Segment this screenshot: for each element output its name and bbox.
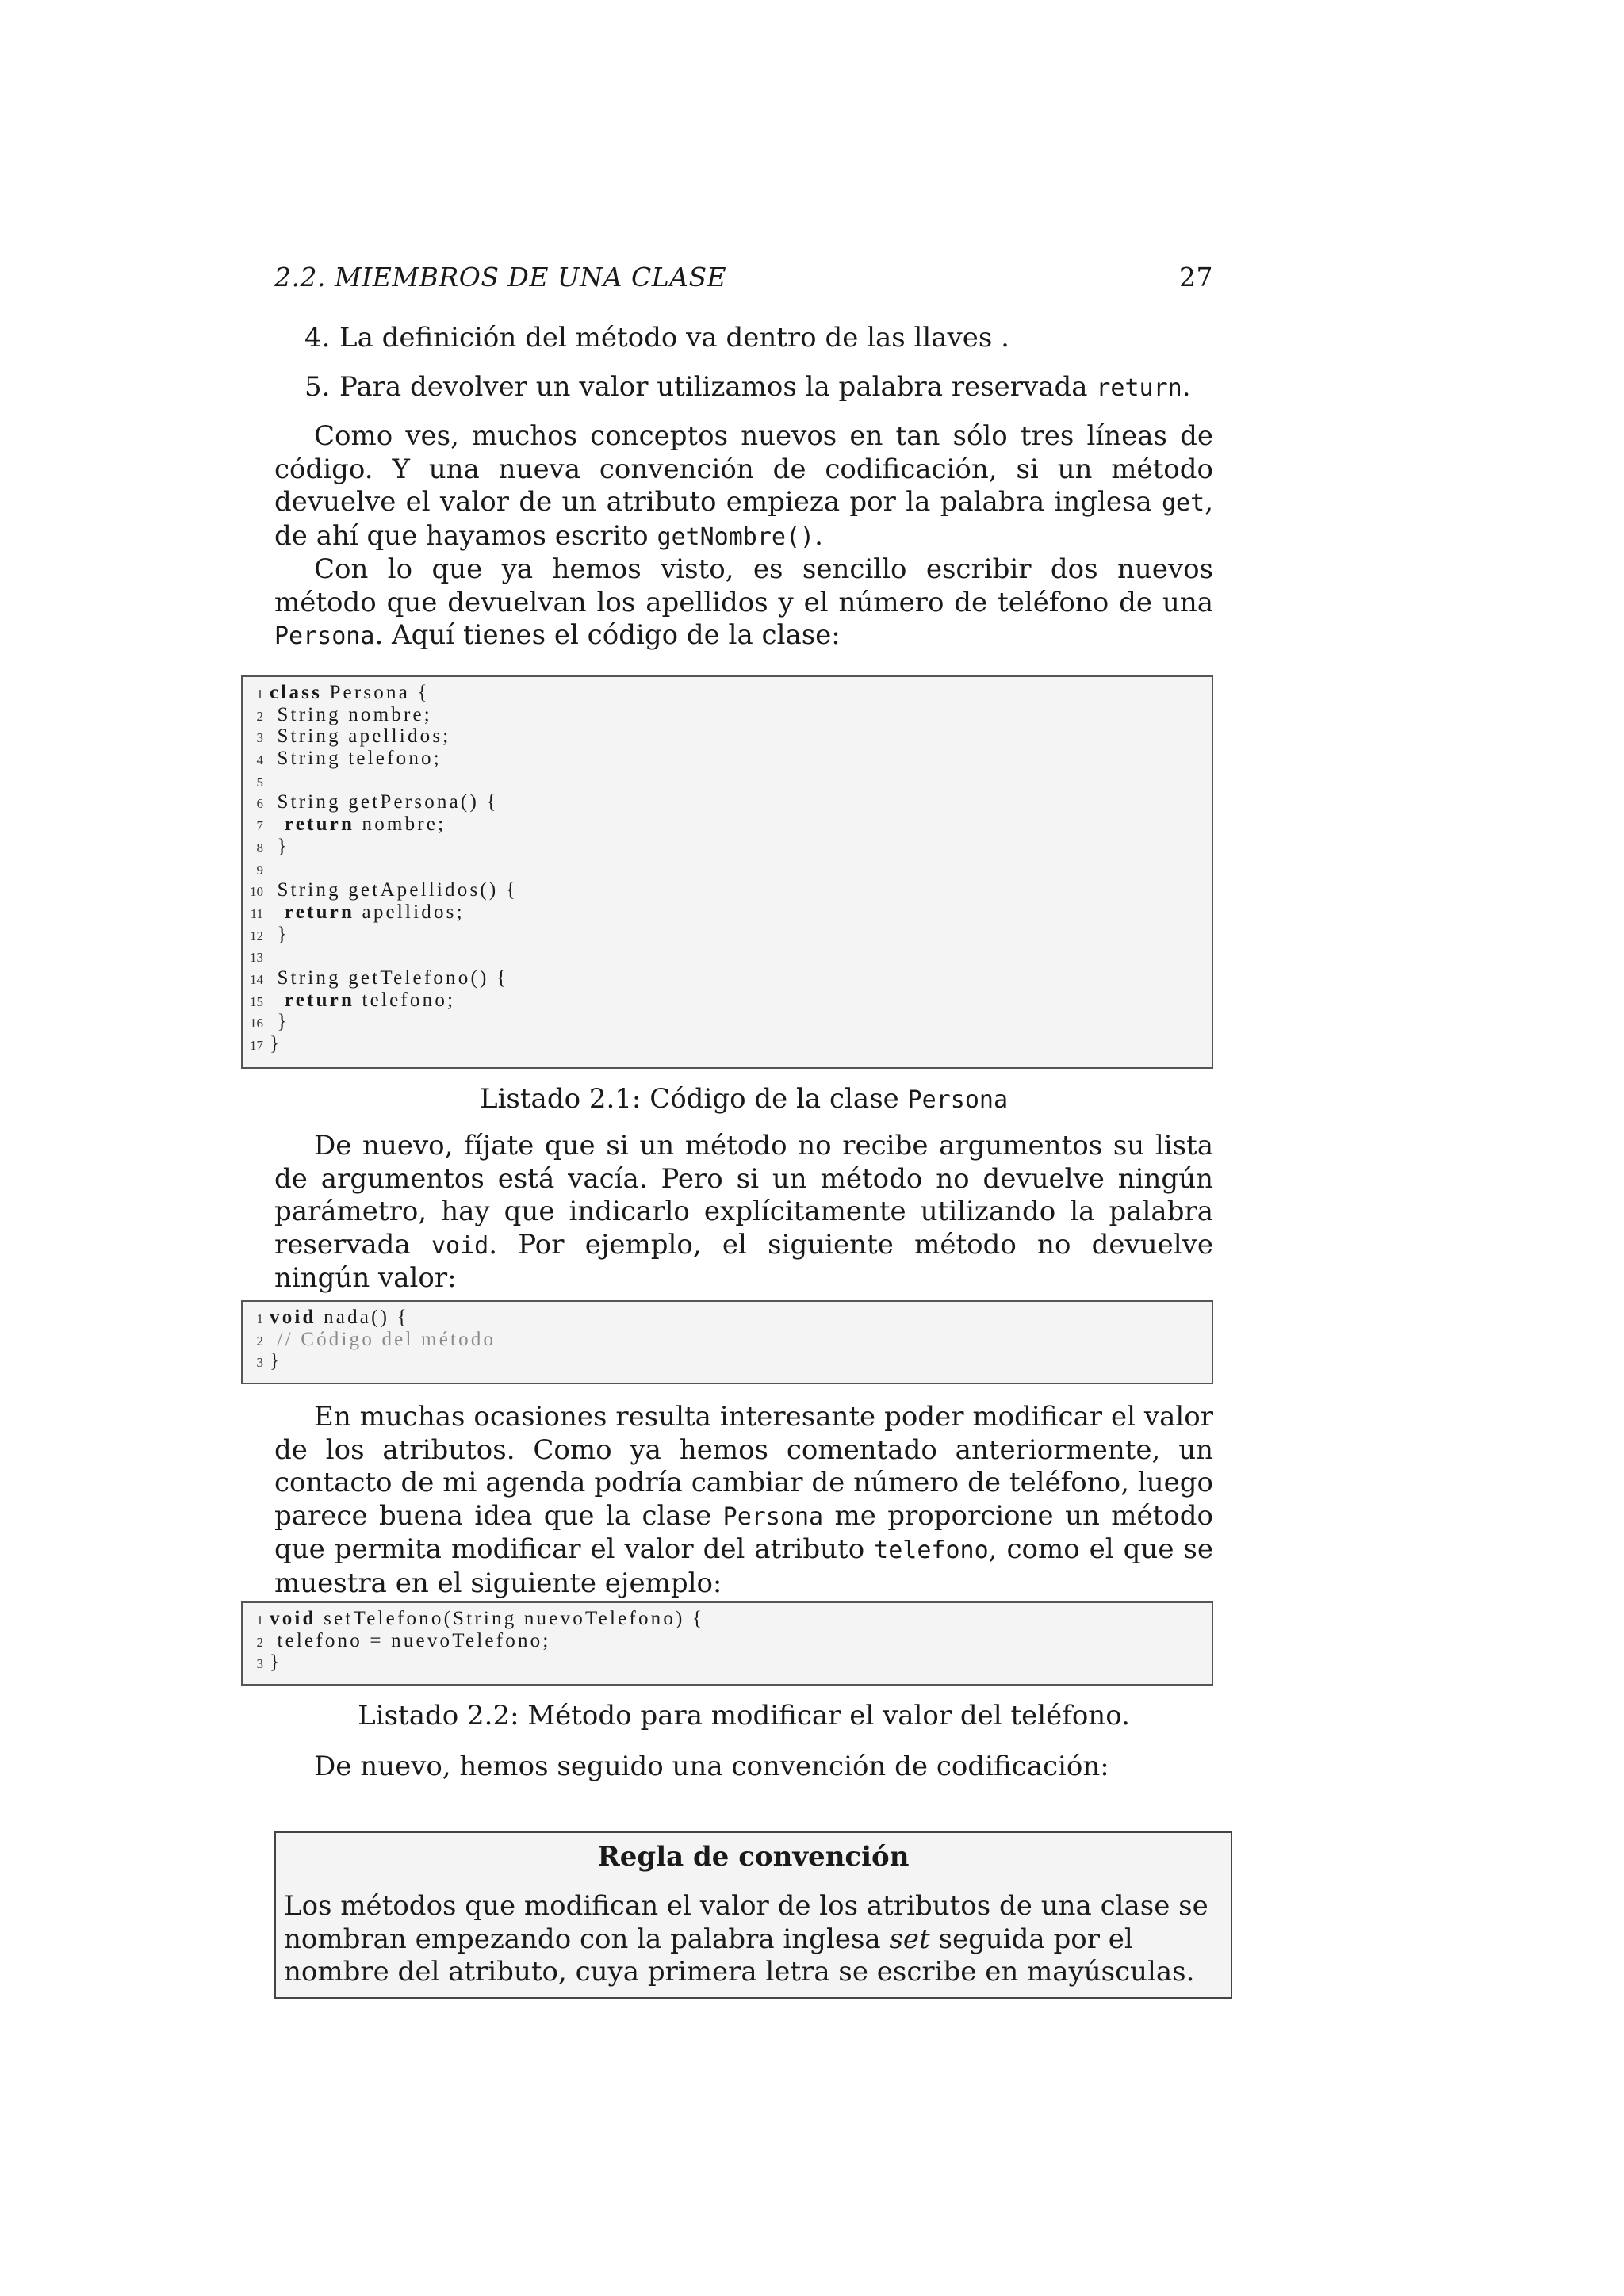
code-keyword: return (270, 989, 355, 1011)
code-line (243, 704, 1212, 726)
paragraph-text: . (814, 519, 823, 552)
code-line (243, 1630, 1212, 1652)
line-number: 16 (250, 1016, 263, 1031)
code-line (243, 1307, 1212, 1329)
code-text: } (270, 1011, 289, 1033)
paragraph-text: , de ahí que hayamos escrito (274, 486, 1213, 552)
code-line (243, 1350, 1212, 1372)
paragraph (274, 1130, 1213, 1295)
code-text: String telefono; (270, 748, 442, 770)
code-text: Persona { (322, 682, 430, 703)
code-line (243, 836, 1212, 858)
rule-text: Los métodos que modifican el valor de los atributos de una clase se nombran empezando con la palabra inglesa (284, 1890, 1208, 1955)
code-line (243, 1011, 1212, 1033)
code-line (243, 682, 1212, 704)
code-line (243, 791, 1212, 813)
paragraph (274, 553, 1213, 653)
paragraph-text: . Por ejemplo, el siguiente método no devuelve ningún valor: (274, 1228, 1213, 1294)
paragraph-text: Con lo que ya hemos visto, es sencillo escribir dos nuevos método que devuelvan los apellidos y el número de teléfono de una (274, 553, 1213, 618)
list-text: . (1182, 370, 1191, 403)
list-number: 5. (304, 370, 331, 403)
rule-emphasis: set (889, 1923, 930, 1955)
code-line (243, 1608, 1212, 1630)
line-number: 11 (250, 905, 263, 921)
line-number: 12 (250, 928, 263, 943)
code-text: String getTelefono() { (270, 966, 509, 989)
line-number: 17 (250, 1038, 263, 1053)
code-text: } (270, 1350, 282, 1372)
paragraph-text: . Aquí tienes el código de la clase: (374, 619, 841, 651)
inline-code: return (1096, 373, 1182, 402)
inline-code: telefono (874, 1536, 989, 1564)
code-line (243, 1329, 1212, 1351)
line-number: 7 (256, 818, 263, 834)
code-line (243, 770, 1212, 792)
code-line (243, 748, 1212, 770)
code-keyword: return (270, 813, 355, 836)
code-text: telefono = nuevoTelefono; (270, 1629, 551, 1651)
code-line (243, 858, 1212, 880)
code-line (243, 879, 1212, 901)
running-header (274, 262, 1213, 306)
paragraph-text: me proporcione un método que permita modificar el valor del atributo (274, 1499, 1213, 1565)
code-text: } (270, 835, 289, 857)
code-text: telefono; (354, 989, 456, 1011)
paragraph (274, 420, 1213, 553)
code-keyword: class (270, 682, 322, 703)
code-text: nombre; (354, 813, 446, 836)
line-number: 10 (250, 884, 263, 900)
line-number: 3 (256, 730, 263, 746)
code-line (243, 945, 1212, 967)
line-number: 8 (256, 840, 263, 855)
inline-code: get (1162, 489, 1205, 517)
line-number: 4 (256, 752, 263, 768)
rule-title: Regla de convención (597, 1841, 910, 1873)
listing-caption: Listado 2.2: Método para modificar el valor del teléfono. (358, 1700, 1130, 1732)
line-number: 15 (250, 993, 263, 1009)
list-number: 4. (304, 322, 331, 354)
page-number: 27 (1179, 262, 1213, 293)
line-number: 1 (256, 687, 263, 702)
paragraph-text: , como el que se muestra en el siguiente ejemplo: (274, 1533, 1214, 1599)
code-text: } (270, 1033, 282, 1054)
code-line (243, 924, 1212, 946)
line-number: 2 (256, 1634, 263, 1650)
line-number: 1 (256, 1613, 263, 1628)
code-line (243, 1651, 1212, 1674)
list-text: Para devolver un valor utilizamos la palabra reservada (339, 370, 1097, 403)
line-number: 5 (256, 774, 263, 790)
code-text: String nombre; (270, 703, 432, 725)
code-line (243, 901, 1212, 924)
line-number: 3 (256, 1355, 263, 1371)
code-text: nada() { (316, 1307, 409, 1328)
paragraph: De nuevo, hemos seguido una convención de codificación: (314, 1751, 1109, 1782)
caption-text: Listado 2.1: Código de la clase (479, 1083, 908, 1115)
code-keyword: void (270, 1307, 316, 1328)
inline-code: Persona (907, 1086, 1009, 1114)
line-number: 13 (250, 950, 263, 966)
rule-text: seguida por el nombre del atributo, cuya primera letra se escribe en mayúsculas. (284, 1923, 1195, 1988)
code-text: setTelefono(String nuevoTelefono) { (316, 1608, 705, 1629)
code-listing-settelefono (241, 1601, 1213, 1686)
paragraph-text: Como ves, muchos conceptos nuevos en tan sólo tres líneas de código. Y una nueva convención de codificación, si un método devuelve el valor de un atributo empieza por la palabra inglesa (274, 420, 1213, 518)
paragraph-text: En muchas ocasiones resulta interesante poder modificar el valor de los atributos. Como ya hemos comentado anteriormente, un contacto de mi agenda podría cambiar de número de teléfono, luego parece buena idea que la clase (274, 1401, 1213, 1532)
line-number: 2 (256, 708, 263, 724)
list-text: La definición del método va dentro de las llaves . (339, 322, 1009, 354)
code-text: } (270, 923, 289, 945)
line-number: 1 (256, 1311, 263, 1326)
paragraph-text: De nuevo, fíjate que si un método no recibe argumentos su lista de argumentos está vacía. Pero si un método no devuelve ningún parámetro, hay que indicarlo explícitamente utilizando la palabra reservada (274, 1130, 1213, 1261)
code-text: String getPersona() { (270, 791, 499, 813)
code-text: String apellidos; (270, 725, 451, 748)
inline-code: Persona (722, 1502, 824, 1531)
code-line (243, 813, 1212, 836)
rule-body (284, 1890, 1223, 1997)
code-listing-void (241, 1300, 1213, 1384)
code-keyword: void (270, 1608, 316, 1629)
inline-code: Persona (274, 622, 375, 650)
list-item (304, 322, 1213, 355)
code-line (243, 967, 1212, 989)
code-text: } (270, 1651, 282, 1674)
paragraph (274, 1401, 1213, 1600)
code-keyword: return (270, 901, 355, 923)
line-number: 9 (256, 862, 263, 878)
listing-caption (274, 1083, 1213, 1115)
inline-code: void (431, 1231, 489, 1260)
code-text: apellidos; (354, 901, 465, 923)
line-number: 6 (256, 796, 263, 812)
line-number: 14 (250, 971, 263, 987)
line-number: 3 (256, 1656, 263, 1672)
list-item (304, 371, 1213, 405)
page (274, 262, 1213, 653)
inline-code: getNombre() (657, 522, 815, 551)
code-line (243, 725, 1212, 748)
code-listing-persona (241, 675, 1213, 1069)
section-title: 2.2. MIEMBROS DE UNA CLASE (274, 262, 727, 293)
code-line (243, 1033, 1212, 1055)
code-comment: // Código del método (277, 1328, 496, 1350)
code-text: String getApellidos() { (270, 879, 519, 901)
code-line (243, 989, 1212, 1012)
line-number: 2 (256, 1333, 263, 1349)
convention-rule-box (274, 1831, 1232, 1999)
